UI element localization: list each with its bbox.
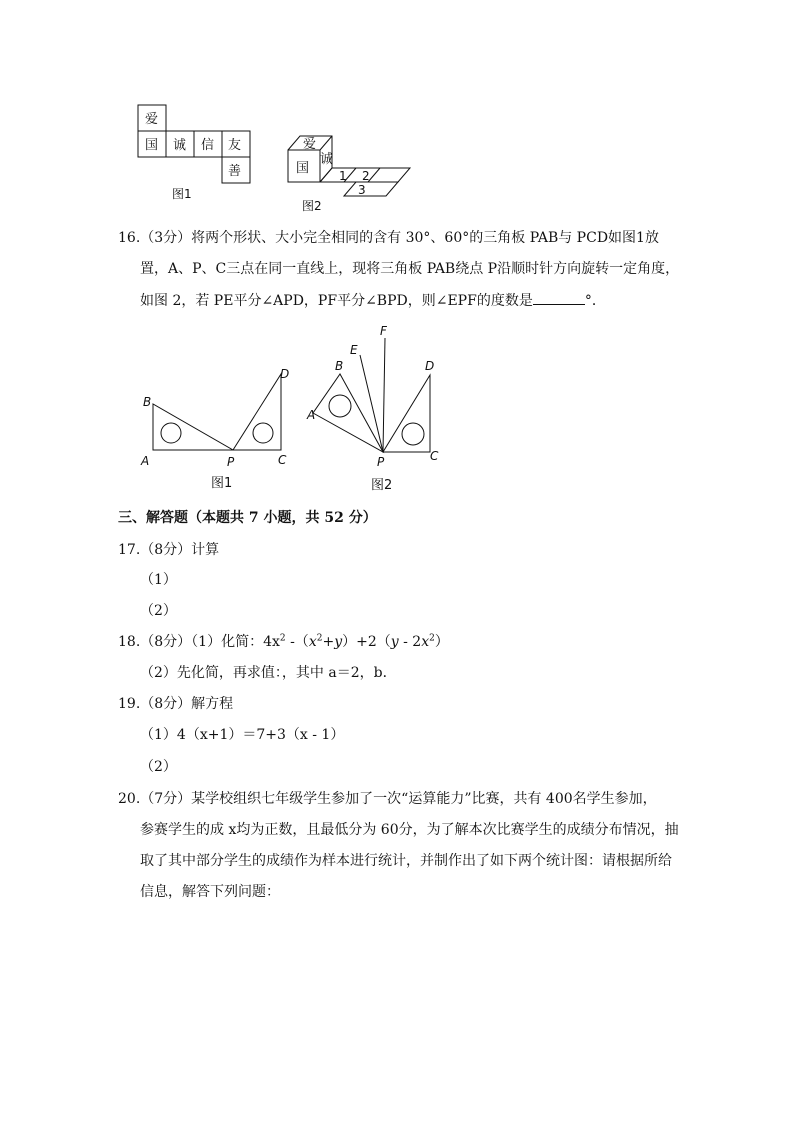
q17-stem: 17.（8分）计算 xyxy=(118,542,220,558)
q16-line2: 置，A、P、C三点在同一直线上，现将三角板 PAB绕点 P沿顺时针方向旋转一定角度， xyxy=(140,261,680,277)
fig1-label-b: B xyxy=(143,395,152,409)
q19-part1: （1）4（x+1）＝7+3（x - 1） xyxy=(140,727,345,743)
answer-blank xyxy=(533,290,585,305)
strip-number-3: 3 xyxy=(358,183,366,197)
net-cell-3: 诚 xyxy=(173,138,187,153)
fig2-label-f: F xyxy=(380,324,387,338)
q18-part2: （2）先化简，再求值：，其中 a＝2，b． xyxy=(140,665,397,681)
q16-line3-end: °． xyxy=(584,293,606,309)
net-cell-6: 善 xyxy=(228,164,242,179)
fig2-label-e: E xyxy=(350,343,358,357)
q20-line3: 取了其中部分学生的成绩作为样本进行统计，并制作出了如下两个统计图：请根据所给 xyxy=(140,853,672,869)
net-cell-5: 友 xyxy=(228,138,242,153)
cube-top-label: 爱 xyxy=(303,137,317,152)
q16-line1: 16.（3分）将两个形状、大小完全相同的含有 30°、60°的三角板 PAB与 PCD如图1放 xyxy=(118,230,659,246)
q19-part2: （2） xyxy=(140,759,177,775)
cube-front-label: 国 xyxy=(296,161,310,176)
q20-line1: 20.（7分）某学校组织七年级学生参加了一次“运算能力”比赛，共有 400名学生参加， xyxy=(118,791,657,807)
fig2-label-d: D xyxy=(425,359,435,373)
q17-part2: （2） xyxy=(140,603,177,619)
q18-stem: 18.（8分）（1）化简：$4x^2$ $-(x^2+y)+2(y - 2x^2)$ xyxy=(118,633,449,650)
strip-number-2: 2 xyxy=(362,169,370,183)
net-cell-4: 信 xyxy=(201,138,215,153)
q19-stem: 19.（8分）解方程 xyxy=(118,696,234,712)
cube-side-label: 诚 xyxy=(320,152,334,167)
q16-line3-text: 如图 2，若 PE平分∠APD，PF平分∠BPD，则∠EPF的度数是 xyxy=(140,293,533,309)
q18-stem-text: 18.（8分）（1）化简：4x xyxy=(118,634,280,650)
strip-number-1: 1 xyxy=(339,169,347,183)
cube-caption: 图2 xyxy=(302,199,322,213)
fig1-caption: 图1 xyxy=(211,476,233,491)
fig2-caption: 图2 xyxy=(371,478,393,493)
fig2-label-b: B xyxy=(335,359,344,373)
fig1-label-c: C xyxy=(278,453,287,467)
fig1-label-d: D xyxy=(280,367,290,381)
triangle-figures xyxy=(135,318,455,498)
fig1-label-p: P xyxy=(227,455,235,469)
fig2-label-p: P xyxy=(377,455,385,469)
cube-figures xyxy=(130,100,420,215)
section-heading: 三、解答题（本题共 7 小题，共 52 分） xyxy=(118,510,377,526)
net-cell-1: 爱 xyxy=(145,112,159,127)
fig2-label-a: A xyxy=(307,408,316,422)
net-caption: 图1 xyxy=(172,187,192,201)
net-cell-2: 国 xyxy=(145,138,159,153)
q20-line2: 参赛学生的成 x均为正数，且最低分为 60分，为了解本次比赛学生的成绩分布情况，抽 xyxy=(140,822,679,838)
fig1-label-a: A xyxy=(141,454,150,468)
q16-line3 xyxy=(140,290,606,311)
q20-line4: 信息，解答下列问题： xyxy=(140,884,280,900)
q17-part1: （1） xyxy=(140,572,177,588)
fig2-label-c: C xyxy=(430,449,439,463)
